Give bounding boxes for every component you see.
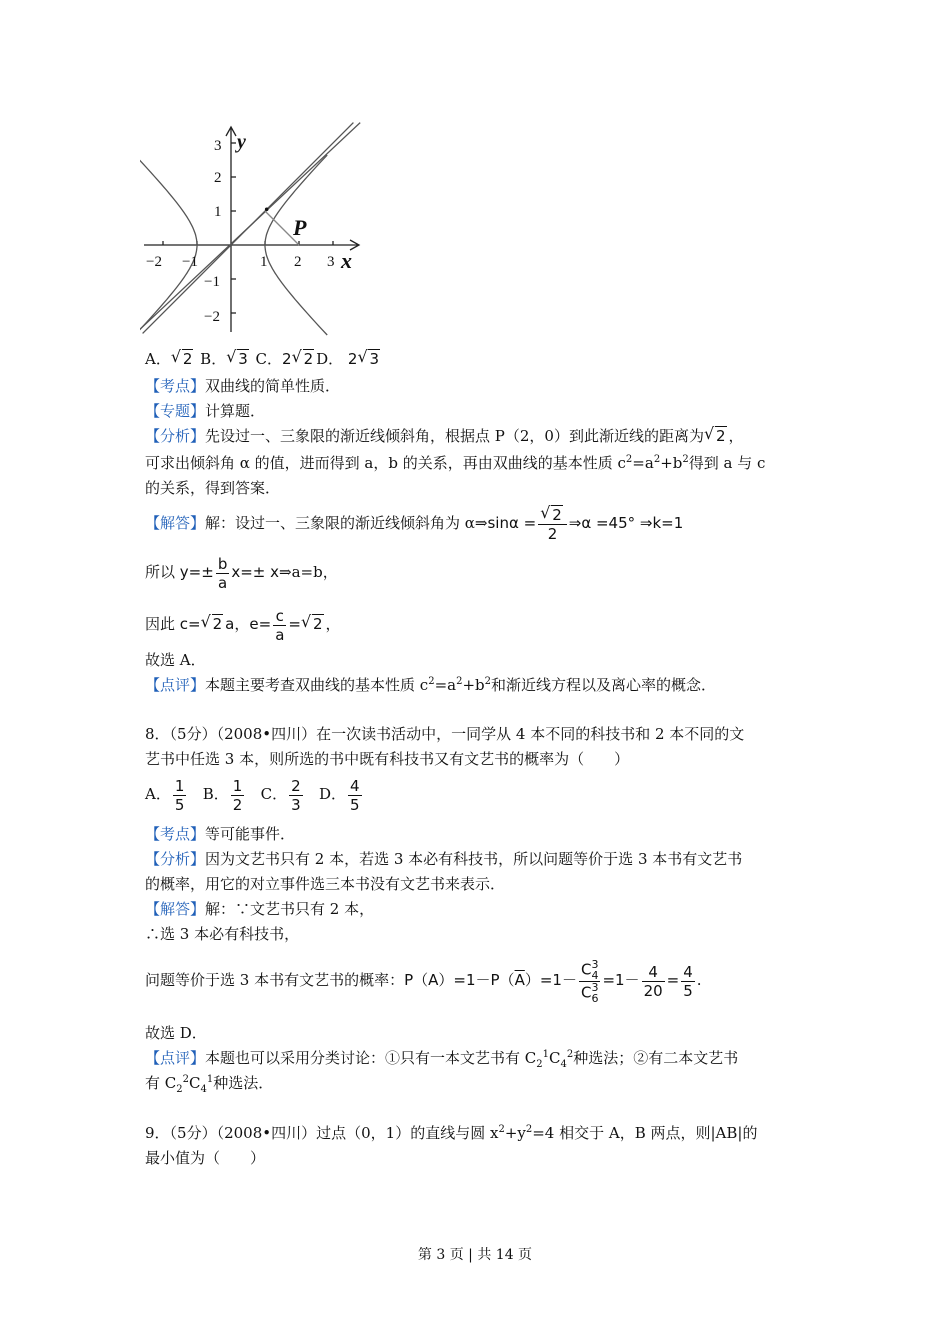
q8-kaodian: 【考点】等可能事件． <box>145 825 296 843</box>
sqrt3-d: √ 3 <box>357 347 380 368</box>
foot-point <box>265 208 269 212</box>
x-tick-neg1: −1 <box>182 254 198 270</box>
asymptote-line-b <box>143 123 354 334</box>
q7-dianping: 【点评】本题主要考查双曲线的基本性质 $c^2=a^2+b^2$和渐近线方程以及离心率的概念． <box>145 676 717 694</box>
q8-guxuan: 故选 D． <box>145 1024 207 1042</box>
q8-dianping-2: 有 $C_2^2C_4^1$种选法． <box>145 1074 274 1095</box>
x-axis-label: x <box>341 248 352 273</box>
x-tick-neg2: −2 <box>146 254 162 270</box>
x-tick-3: 3 <box>327 254 335 270</box>
combination-fraction: C 3 4 C 3 6 <box>580 957 599 1005</box>
sqrt2-a: √ 2 <box>170 347 193 368</box>
q8-jieda-3: 问题等价于选 3 本书有文艺书的概率：$P(A)=1-P(\overline{A})=1-$ C 3 4 C 3 6 =1－ $\frac{4}{20}$ = $\frac{4}{5}$ . <box>145 957 702 1005</box>
frac-4-5-result: $\frac{4}{5}$ <box>683 962 693 1000</box>
q7-kaodian: 【考点】双曲线的简单性质． <box>145 377 341 395</box>
frac-4-20: $\frac{4}{20}$ <box>643 962 663 1000</box>
q7-zhuanti: 【专题】计算题． <box>145 402 266 420</box>
x-tick-2: 2 <box>294 254 302 270</box>
q7-fenxi-1: 【分析】先设过一、三象限的渐近线倾斜角，根据点 P（2，0）到此渐近线的距离为 √ 2 ， <box>145 424 744 445</box>
sqrt2-c: √ 2 <box>291 347 314 368</box>
frac-2-3: $\frac{2}{3}$ <box>291 776 301 814</box>
q7-jieda-1: 【解答】解：设过一、三象限的渐近线倾斜角为 α⇒sinα = √ 2 2 ⇒α =45° ⇒k=1 <box>145 502 684 543</box>
q7-choices: A． √ 2 B． √ 3 C．2 √ 2 D． 2 √ 3 <box>145 347 382 371</box>
q7-opt-c: C． <box>255 350 283 368</box>
y-axis-label: y <box>237 131 246 153</box>
q8-dianping-1: 【点评】本题也可以采用分类讨论：①只有一本文艺书有 $C_2^1C_4^2$种选法；②有二本文艺书 <box>145 1049 739 1070</box>
q9-stem-1: 9．（5分）（2008•四川）过点（0，1）的直线与圆 $x^2+y^2=4$ 相交于 A，B 两点，则|AB|的 <box>145 1124 758 1142</box>
q8-jieda-2: ∴选 3 本必有科技书， <box>145 925 300 943</box>
q8-choices: A． $\frac{1}{5}$ B． $\frac{1}{2}$ C． $\frac{2}{3}$ D． $\frac{4}{5}$ <box>145 776 360 814</box>
q7-opt-b: B． <box>200 350 227 368</box>
q7-opt-a: A． <box>145 350 171 368</box>
page-footer: 第 3 页 | 共 14 页 <box>417 1247 533 1263</box>
y-tick-neg2: −2 <box>204 309 220 325</box>
q7-fenxi-3: 的关系，得到答案． <box>145 479 281 497</box>
frac-1-5: $\frac{1}{5}$ <box>174 776 185 814</box>
q8-stem-1: 8．（5分）（2008•四川）在一次读书活动中，一同学从 4 本不同的科技书和 2 本不同的文 <box>145 725 745 743</box>
q9-stem-2: 最小值为（ ） <box>145 1149 266 1167</box>
q8-fenxi-1: 【分析】因为文艺书只有 2 本，若选 3 本必有科技书，所以问题等价于选 3 本书有文艺书 <box>145 850 743 868</box>
q8-stem-2: 艺书中任选 3 本，则所选的书中既有科技书又有文艺书的概率为（ ） <box>145 750 630 768</box>
c-over-a: $\frac{c}{a}$ <box>275 606 285 644</box>
y-tick-2: 2 <box>214 170 222 186</box>
y-tick-3: 3 <box>214 138 222 154</box>
q8-jieda-1: 【解答】解：∵文艺书只有 2 本， <box>145 900 375 918</box>
hyperbola-graph <box>140 118 370 338</box>
sqrt3-b: √ 3 <box>226 347 248 368</box>
x-tick-1: 1 <box>260 254 268 270</box>
y-tick-1: 1 <box>214 204 222 220</box>
q7-suoyi: 所以 y=± $\frac{b}{a}$ x=± x⇒a=b， <box>145 554 338 592</box>
q7-opt-d: D． <box>316 350 344 368</box>
frac-4-5: $\frac{4}{5}$ <box>349 776 360 814</box>
y-tick-neg1: −1 <box>204 274 220 290</box>
q7-guxuan: 故选 A． <box>145 651 206 669</box>
b-over-a: $\frac{b}{a}$ <box>217 554 228 592</box>
sqrt2-over-2: √ 2 2 <box>538 506 567 543</box>
q8-fenxi-2: 的概率，用它的对立事件选三本书没有文艺书来表示． <box>145 875 506 893</box>
q7-yinci: 因此 c= √ 2 a，e= $\frac{c}{a}$ = √ 2 ， <box>145 606 341 644</box>
point-p-label: P <box>293 215 307 240</box>
frac-1-2: $\frac{1}{2}$ <box>232 776 243 814</box>
q7-fenxi-2: 可求出倾斜角 α 的值，进而得到 a，b 的关系，再由双曲线的基本性质 $c^2=a^2+b^2$得到 a 与 c <box>145 454 766 472</box>
